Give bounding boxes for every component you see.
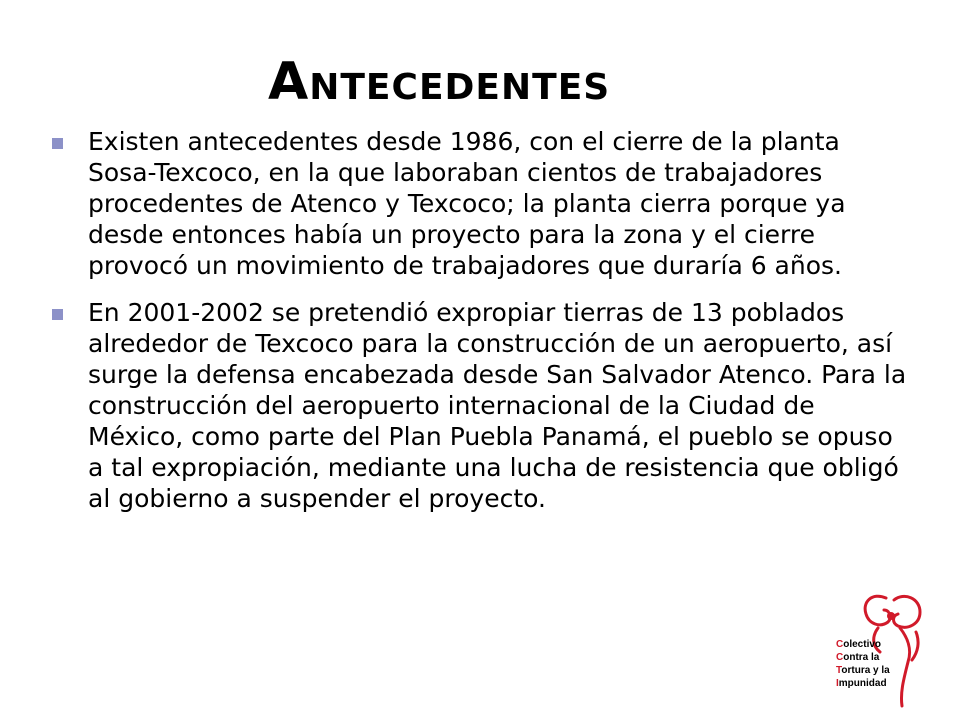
- logo-line-3: Tortura y la: [836, 665, 890, 676]
- logo-line-2: Contra la: [836, 652, 880, 663]
- bullet-item-1: [52, 126, 912, 281]
- logo-line-1: Colectivo: [836, 639, 882, 650]
- logo-line-4: Impunidad: [836, 678, 887, 689]
- bullet-list: [52, 126, 912, 530]
- bullet-item-2: [52, 297, 912, 514]
- square-bullet-icon: [52, 138, 63, 149]
- logo-text: [836, 638, 926, 690]
- bullet-text-1: Existen antecedentes desde 1986, con el cierre de la planta Sosa-Texcoco, en la que laboraban cientos de trabajadores procedentes de Atenco y Texcoco; la planta cierra porque ya desde entonces había un proyecto para la zona y el cierre provocó un movimiento de trabajadores que duraría 6 años.: [88, 127, 846, 280]
- bullet-text-2: En 2001-2002 se pretendió expropiar tierras de 13 poblados alrededor de Texcoco para la construcción de un aeropuerto, así surge la defensa encabezada desde San Salvador Atenco. Para la construcción del aeropuerto internacional de la Ciudad de México, como parte del Plan Puebla Panamá, el pueblo se opuso a tal expropiación, mediante una lucha de resistencia que obligó al gobierno a suspender el proyecto.: [88, 298, 907, 513]
- slide-title: Antecedentes: [268, 52, 611, 112]
- square-bullet-icon: [52, 309, 63, 320]
